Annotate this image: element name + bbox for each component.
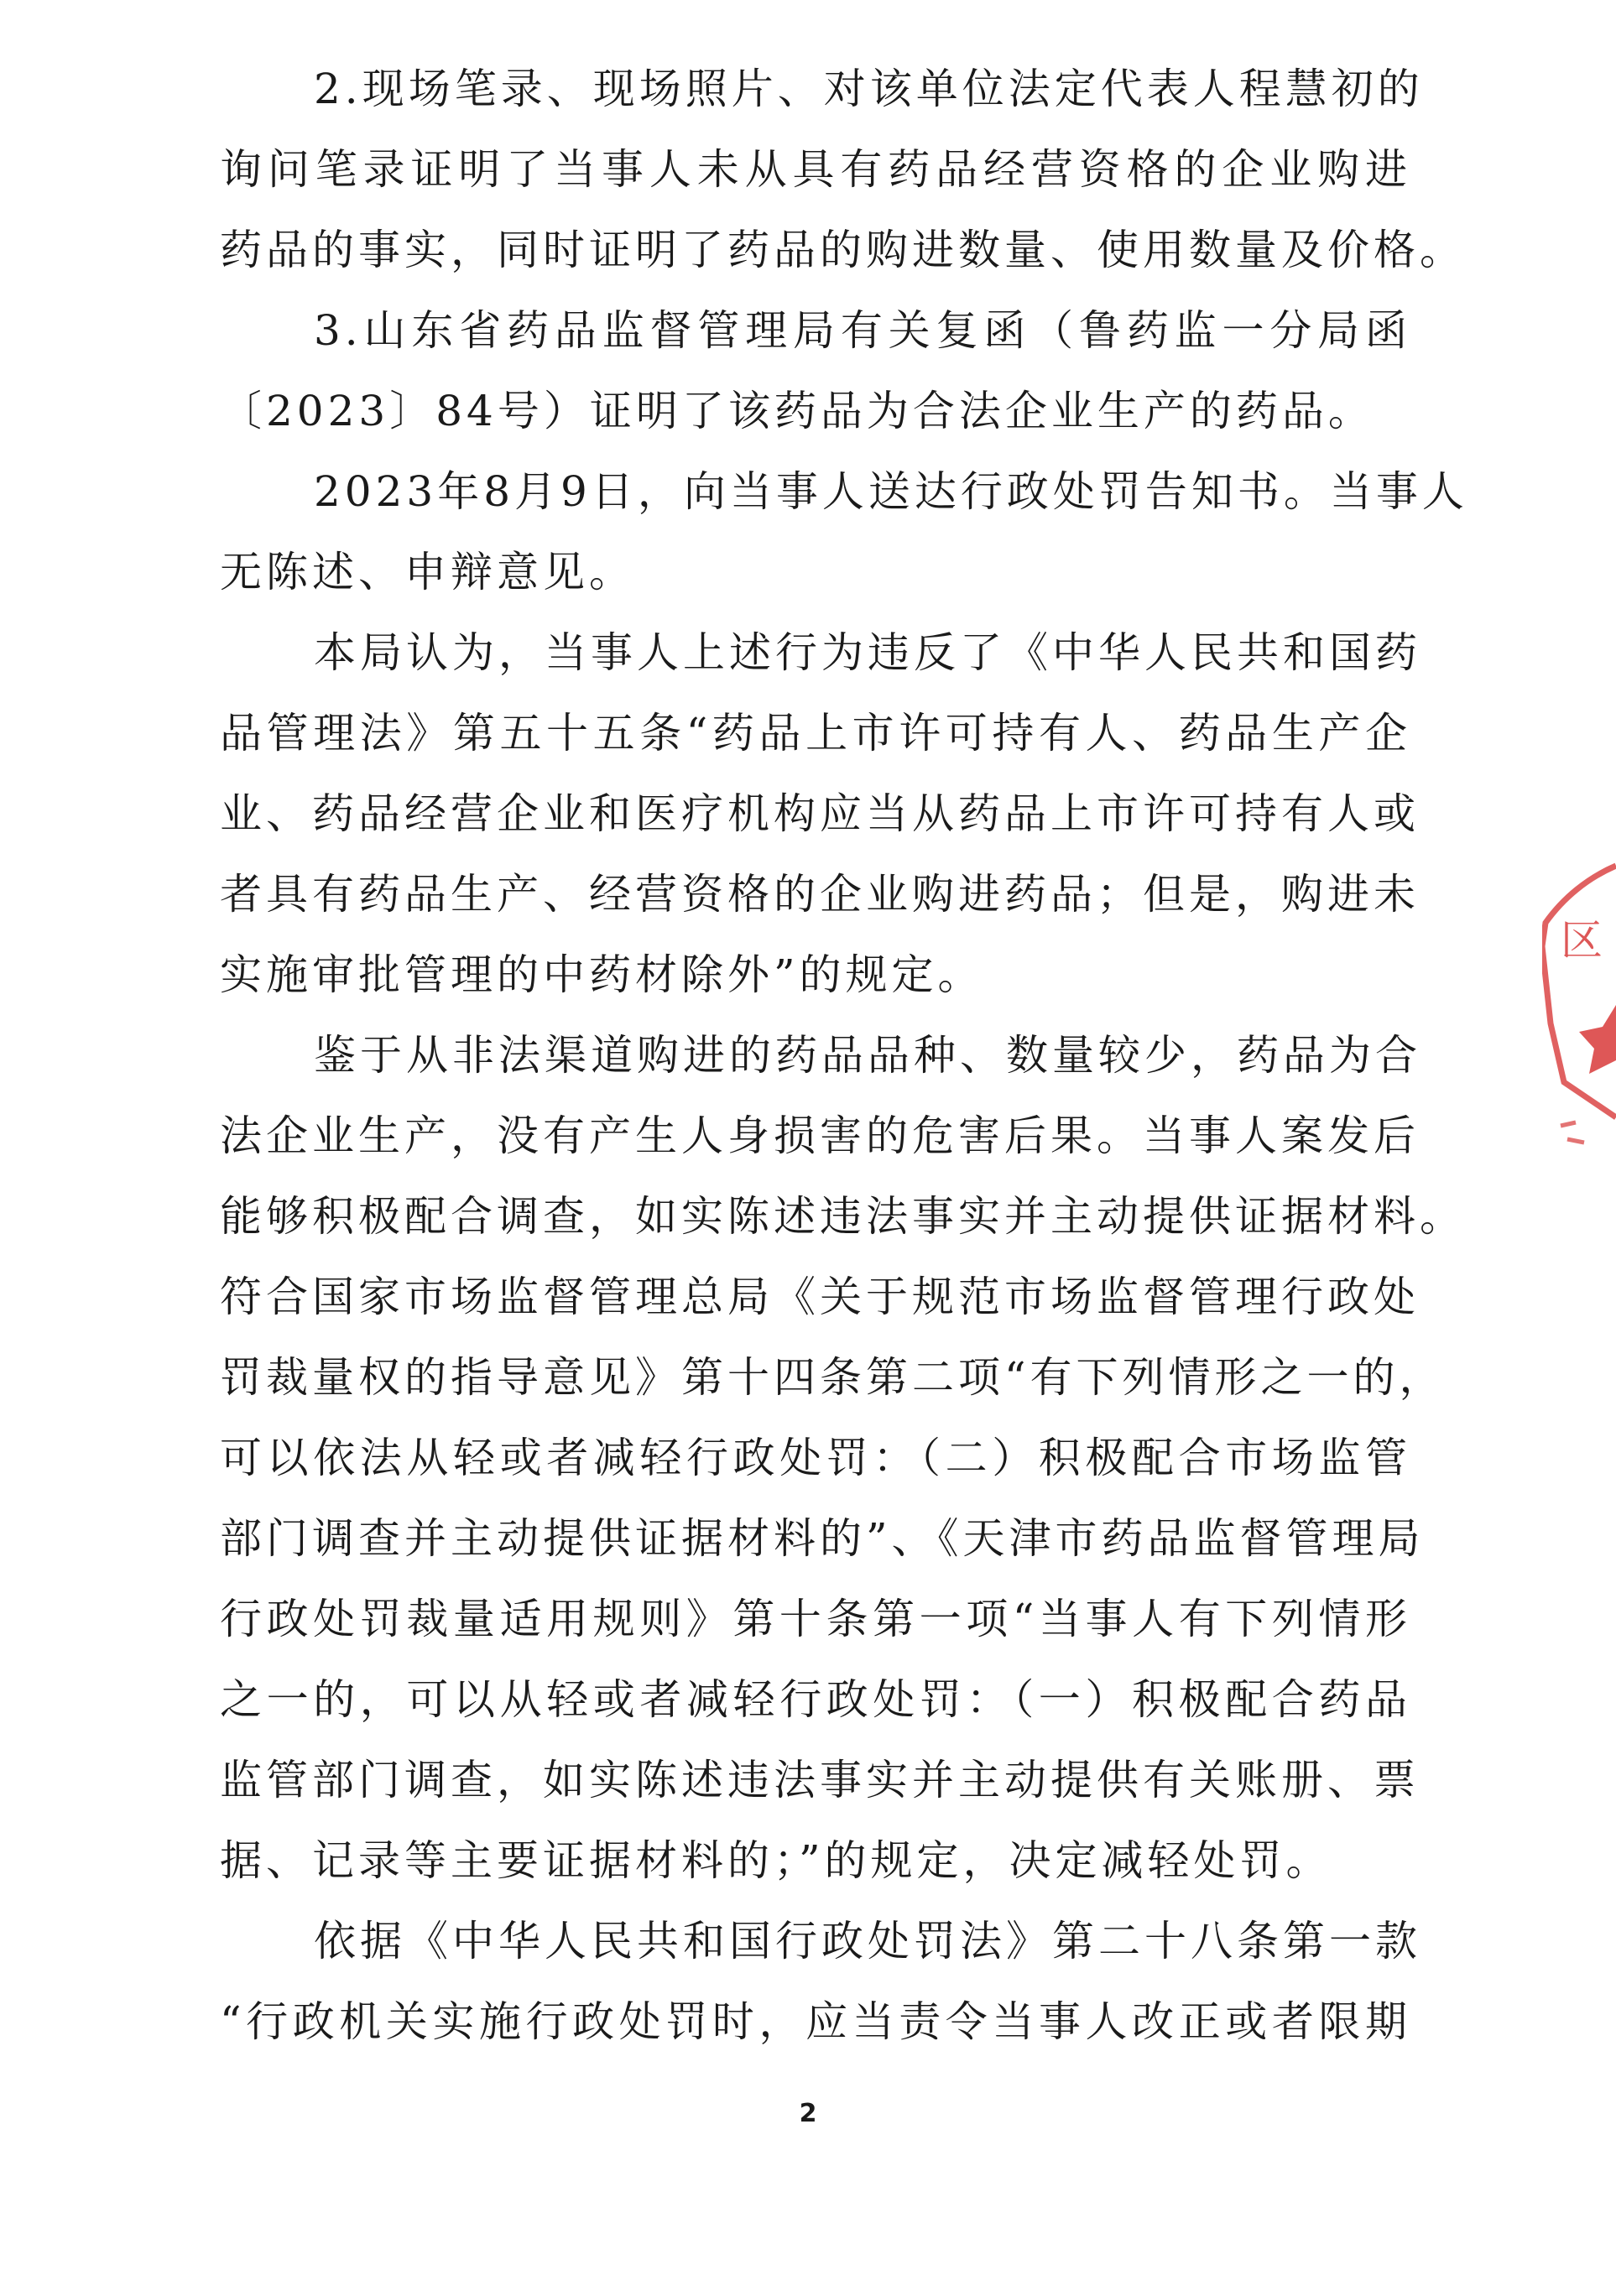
text-line: 品管理法》第五十五条“药品上市许可持有人、药品生产企	[220, 709, 1411, 758]
text-line: “行政机关实施行政处罚时，应当责令当事人改正或者限期	[220, 1997, 1411, 2046]
page-number: 2	[799, 2099, 817, 2128]
text-line: 2023年8月9日，向当事人送达行政处罚告知书。当事人	[314, 467, 1468, 516]
seal-text: 区	[1561, 916, 1603, 965]
seal-star-icon	[1579, 1005, 1616, 1074]
text-line: 能够积极配合调查，如实陈述违法事实并主动提供证据材料。	[220, 1192, 1466, 1241]
text-line: 实施审批管理的中药材除外”的规定。	[220, 950, 984, 999]
official-seal-fragment	[1542, 856, 1616, 1225]
text-line: 符合国家市场监督管理总局《关于规范市场监督管理行政处	[220, 1273, 1420, 1321]
text-line: 行政处罚裁量适用规则》第十条第一项“当事人有下列情形	[220, 1595, 1411, 1643]
text-line: 2.现场笔录、现场照片、对该单位法定代表人程慧初的	[314, 65, 1424, 113]
text-line: 罚裁量权的指导意见》第十四条第二项“有下列情形之一的，	[220, 1353, 1446, 1402]
text-line: 监管部门调查，如实陈述违法事实并主动提供有关账册、票	[220, 1756, 1420, 1804]
text-line: 鉴于从非法渠道购进的药品品种、数量较少，药品为合	[314, 1031, 1421, 1080]
text-line: 之一的，可以从轻或者减轻行政处罚：（一）积极配合药品	[220, 1675, 1411, 1724]
text-line: 可以依法从轻或者减轻行政处罚：（二）积极配合市场监管	[220, 1434, 1411, 1482]
text-line: 业、药品经营企业和医疗机构应当从药品上市许可持有人或	[220, 789, 1420, 838]
text-line: 依据《中华人民共和国行政处罚法》第二十八条第一款	[314, 1917, 1421, 1965]
text-line: 部门调查并主动提供证据材料的”、《天津市药品监督管理局	[220, 1514, 1425, 1563]
text-line: 药品的事实，同时证明了药品的购进数量、使用数量及价格。	[220, 226, 1466, 274]
text-line: 据、记录等主要证据材料的；”的规定，决定减轻处罚。	[220, 1836, 1332, 1885]
text-line: 本局认为，当事人上述行为违反了《中华人民共和国药	[314, 628, 1421, 677]
text-line: 询问笔录证明了当事人未从具有药品经营资格的企业购进	[220, 145, 1411, 194]
text-line: 无陈述、申辩意见。	[220, 548, 635, 596]
text-line: 〔2023〕84号）证明了该药品为合法企业生产的药品。	[220, 387, 1374, 435]
text-line: 法企业生产，没有产生人身损害的危害后果。当事人案发后	[220, 1112, 1420, 1160]
document-body	[220, 49, 1468, 2062]
text-line: 3.山东省药品监督管理局有关复函（鲁药监一分局函	[314, 306, 1411, 355]
text-line: 者具有药品生产、经营资格的企业购进药品；但是，购进未	[220, 870, 1420, 919]
